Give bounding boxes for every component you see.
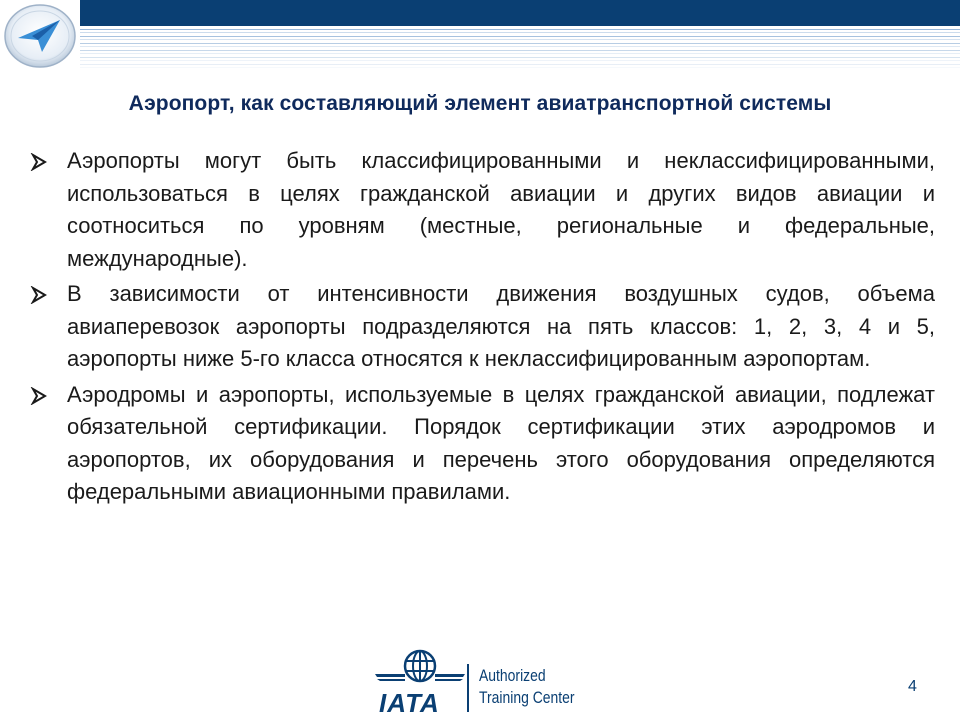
bullet-text: В зависимости от интенсивности движения воздушных судов, объема авиаперевозок аэропорты подразделяются на пять классов: 1, 2, 3, 4 и 5, аэропорты ниже 5-го класса относятся к неклассифицированным аэропортам. — [67, 281, 935, 371]
plane-emblem-icon — [2, 2, 78, 70]
bullet-item — [30, 145, 935, 275]
bullet-text: Аэропорты могут быть классифицированными и неклассифицированными, использоваться в целях гражданской авиации и других видов авиации и соотноситься по уровням (местные, региональные и федеральные, международные). — [67, 148, 935, 271]
bullet-item — [30, 379, 935, 509]
header-band — [80, 0, 960, 26]
bullet-text: Аэродромы и аэропорты, используемые в целях гражданской авиации, подлежат обязательной сертификации. Порядок сертификации этих аэродромов и аэропортов, их оборудования и перечень этого оборудования определяются федеральными авиационными правилами. — [67, 381, 935, 504]
iata-wordmark: IATA — [379, 688, 440, 718]
bullet-list — [30, 145, 935, 512]
slide-title: Аэропорт, как составляющий элемент авиатранспортной системы — [128, 92, 832, 115]
bullet-item — [30, 278, 935, 376]
footer-divider — [467, 664, 469, 712]
footer-authorized: Authorized — [479, 666, 546, 685]
page-number: 4 — [908, 678, 917, 695]
chevron-arrow-icon — [30, 153, 48, 171]
chevron-arrow-icon — [30, 286, 48, 304]
iata-globe-icon — [375, 648, 465, 692]
iata-footer — [375, 648, 595, 718]
chevron-arrow-icon — [30, 387, 48, 405]
footer-training-center: Training Center — [479, 688, 575, 707]
header-fade — [80, 26, 960, 70]
slide-header — [0, 0, 960, 80]
